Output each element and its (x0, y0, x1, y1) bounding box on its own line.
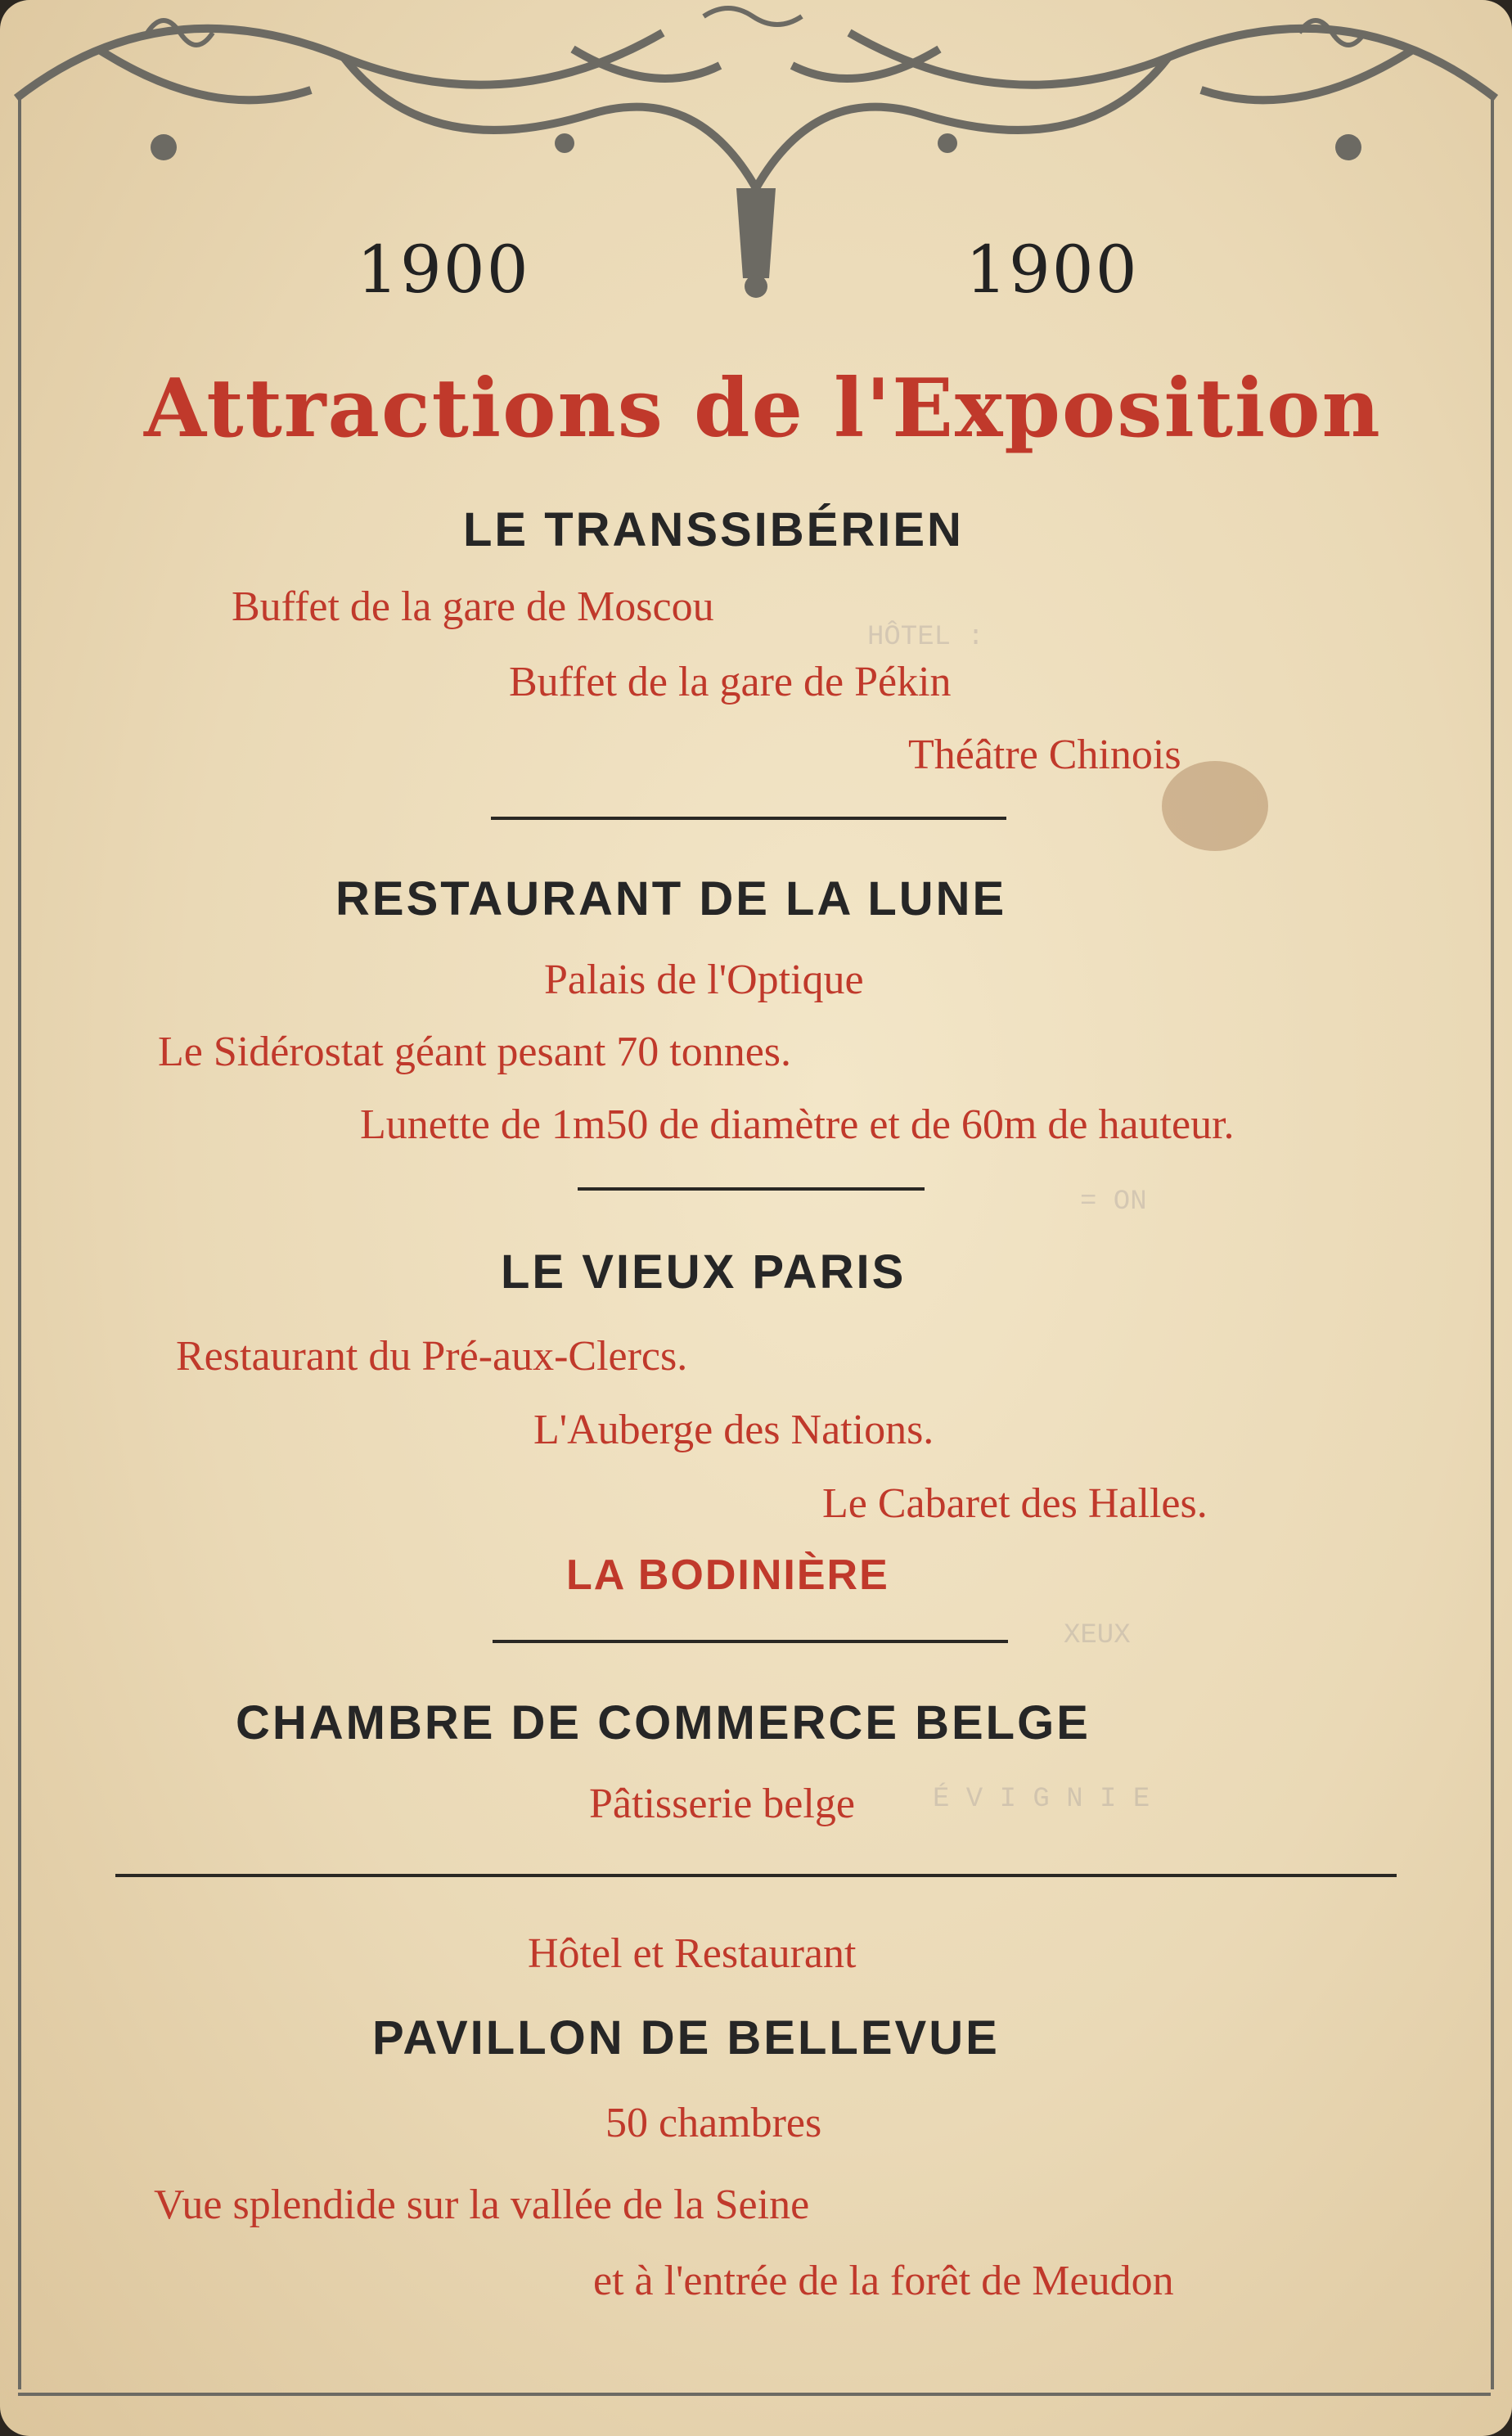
section-heading-transsiberien: LE TRANSSIBÉRIEN (463, 503, 964, 556)
section-subheading-bodiniere: LA BODINIÈRE (566, 1551, 889, 1599)
divider (491, 817, 1006, 820)
show-through-text: HÔTEL : (867, 622, 984, 653)
page-title: Attractions de l'Exposition (144, 362, 1382, 456)
list-item: L'Auberge des Nations. (533, 1407, 934, 1453)
section-heading-vieux-paris: LE VIEUX PARIS (501, 1245, 907, 1299)
list-item: Buffet de la gare de Moscou (232, 583, 714, 630)
list-item: Lunette de 1m50 de diamètre et de 60m de hauteur. (360, 1101, 1235, 1148)
frame-right (1491, 98, 1494, 2389)
section-heading-belge: CHAMBRE DE COMMERCE BELGE (236, 1696, 1091, 1749)
list-item: Le Sidérostat géant pesant 70 tonnes. (158, 1029, 792, 1075)
show-through-text: = ON (1080, 1186, 1147, 1218)
frame-bottom (18, 2393, 1491, 2396)
divider (493, 1640, 1008, 1643)
list-item: 50 chambres (605, 2100, 822, 2146)
divider-full (115, 1874, 1397, 1877)
list-item: et à l'entrée de la forêt de Meudon (593, 2258, 1174, 2304)
list-item: Vue splendide sur la vallée de la Seine (154, 2182, 810, 2228)
list-item: Le Cabaret des Halles. (822, 1480, 1208, 1527)
list-item: Buffet de la gare de Pékin (509, 659, 952, 705)
year-right: 1900 (965, 232, 1139, 308)
list-item: Théâtre Chinois (908, 732, 1181, 778)
year-left: 1900 (357, 232, 530, 308)
frame-left (18, 98, 21, 2389)
show-through-text: XEUX (1064, 1620, 1131, 1651)
show-through-text: É V I G N I E (933, 1784, 1150, 1815)
list-item: Palais de l'Optique (544, 957, 864, 1003)
gothic-arch-ornament (0, 0, 1512, 311)
divider (578, 1187, 925, 1191)
list-item: Restaurant du Pré-aux-Clercs. (176, 1333, 688, 1380)
list-item: Pâtisserie belge (589, 1781, 855, 1827)
section-heading-lune: RESTAURANT DE LA LUNE (335, 872, 1007, 925)
section-heading-bellevue: PAVILLON DE BELLEVUE (372, 2011, 1000, 2065)
bellevue-intro: Hôtel et Restaurant (528, 1930, 857, 1977)
